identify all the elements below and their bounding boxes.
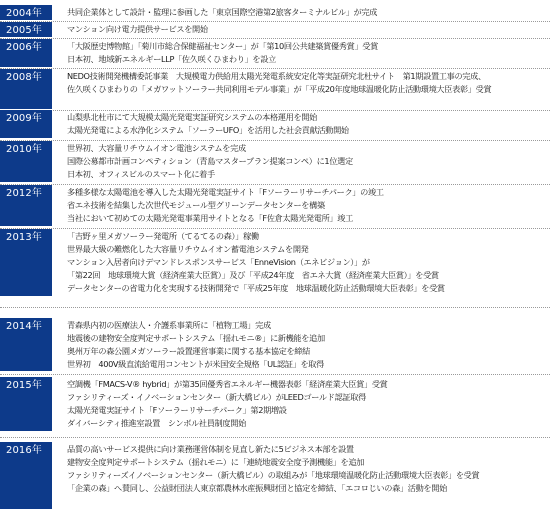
event-line: 佐久咲くひまわりの「メガワットソーラー共同利用モデル事業」が「平成20年度地球温暖化防止活動環境大臣表彰」受賞 <box>67 84 492 94</box>
year-label: 2009年 <box>0 110 52 138</box>
event-line: 建物安全度判定サポートシステム（揺れモニ）に「連続地震安全度予測機能」を追加 <box>67 457 365 467</box>
row-divider <box>0 140 550 141</box>
year-label: 2014年 <box>0 318 52 371</box>
event-line: 奥州万年の森公園メガソーラー設置運営事業に関する基本協定を締結 <box>67 346 310 356</box>
event-line: 当社において初めての太陽光発電事業用サイトとなる「F佐倉太陽光発電所」竣工 <box>67 213 353 223</box>
event-line: ファシリティーズ・イノベーションセンター（新大橋ビル）がLEEDゴールド認証取得 <box>67 392 366 402</box>
event-list <box>67 111 546 137</box>
event-list <box>67 70 546 96</box>
event-line: 「大阪歴史博物館」「菊川市総合保健福祉センター」が「第10回公共建築賞優秀賞」受賞 <box>67 41 378 51</box>
event-line: 日本初、オフィスビルのスマート化に着手 <box>67 169 215 179</box>
event-list <box>67 142 546 181</box>
row-divider <box>0 228 550 229</box>
row-divider <box>0 184 550 185</box>
row-divider <box>0 21 550 22</box>
event-line: マンション入居者向けデマンドレスポンスサービス「EnneVision（エネビジョン）」が <box>67 257 370 267</box>
year-label: 2005年 <box>0 22 52 37</box>
event-line: 太陽光発電実証サイト「Fソーラーリサーチパーク」第2期増設 <box>67 405 287 415</box>
event-line: 共同企業体として設計・監理に参画した「東京国際空港第2旅客ターミナルビル」が完成 <box>67 7 378 17</box>
year-label: 2004年 <box>0 5 52 20</box>
year-label: 2010年 <box>0 141 52 182</box>
year-label: 2008年 <box>0 69 52 109</box>
row-divider <box>0 38 550 39</box>
event-list <box>67 378 546 430</box>
event-line: 山梨県北杜市にて大規模太陽光発電実証研究システムの本格運用を開始 <box>67 112 317 122</box>
event-line: 「企業の森」へ賛同し、公益財団法人東京都農林水産振興財団と協定を締結、「エコロじいの森」活動を開始 <box>67 483 447 493</box>
year-label: 2006年 <box>0 39 52 67</box>
event-line: 世界初 400V級直流給電用コンセントが米国安全規格「UL認証」を取得 <box>67 359 324 369</box>
event-line: 青森県内初の医療法人・介護系事業所に「植物工場」完成 <box>67 320 271 330</box>
event-line: 空調機「FMACS-V® hybrid」が第35回優秀省エネルギー機器表彰「経済産業大臣賞」受賞 <box>67 379 388 389</box>
event-line: ファシリティーズイノベーションセンター（新大橋ビル）の取組みが「地球環境温暖化防止活動環境大臣表彰」を受賞 <box>67 470 480 480</box>
event-line: 太陽光発電による水浄化システム「ソーラーUFO」を活用した社会貢献活動開始 <box>67 125 349 135</box>
event-list <box>67 230 546 295</box>
event-line: 多種多様な太陽電池を導入した太陽光発電実証サイト「Fソーラーリサーチパーク」の竣工 <box>67 187 384 197</box>
event-list <box>67 23 546 36</box>
year-label: 2012年 <box>0 185 52 226</box>
row-divider <box>0 68 550 69</box>
year-label: 2013年 <box>0 229 52 296</box>
year-label: 2015年 <box>0 377 52 431</box>
row-divider <box>0 374 550 375</box>
row-divider <box>0 307 550 308</box>
row-divider <box>0 437 550 438</box>
event-line: NEDO技術開発機構委託事業 大規模電力供給用太陽光発電系統安定化等実証研究北杜サイト 第1期設置工事の完成、 <box>67 71 486 81</box>
event-line: 「吉野ヶ里メガソーラー発電所（てるてるの森）」稼働 <box>67 231 259 241</box>
event-line: 日本初、地域新エネルギーLLP「佐久咲くひまわり」を設立 <box>67 54 276 64</box>
event-line: 世界初、大容量リチウムイオン電池システムを完成 <box>67 143 246 153</box>
event-list <box>67 319 546 371</box>
event-line: データセンターの省電力化を実現する技術開発で「平成25年度 地球温暖化防止活動環境大臣表彰」を受賞 <box>67 283 445 293</box>
event-line: 「第22回 地球環境大賞（経済産業大臣賞）」及び「平成24年度 省エネ大賞（経済産業大臣賞）」を受賞 <box>67 270 439 280</box>
event-line: マンション向け電力提供サービスを開始 <box>67 24 208 34</box>
event-line: ダイバーシティ推進室設置 シンボル社員制度開始 <box>67 418 246 428</box>
event-line: 国際公募都市計画コンペティション（青島マスタープラン提案コンペ）に1位選定 <box>67 156 353 166</box>
event-list <box>67 186 546 225</box>
event-line: 品質の高いサービス提供に向け業務運営体制を見直し新たに5ビジネス本部を設置 <box>67 444 354 454</box>
event-list <box>67 6 546 19</box>
event-line: 世界最大級の難燃化した大容量リチウムイオン蓄電池システムを開発 <box>67 244 309 254</box>
year-label: 2016年 <box>0 442 52 509</box>
event-line: 地震後の建物安全度判定サポートシステム「揺れモニ®」に新機能を追加 <box>67 333 325 343</box>
event-list <box>67 40 546 66</box>
event-list <box>67 443 546 495</box>
event-line: 省エネ技術を結集した次世代モジュール型グリーンデータセンターを構築 <box>67 200 325 210</box>
